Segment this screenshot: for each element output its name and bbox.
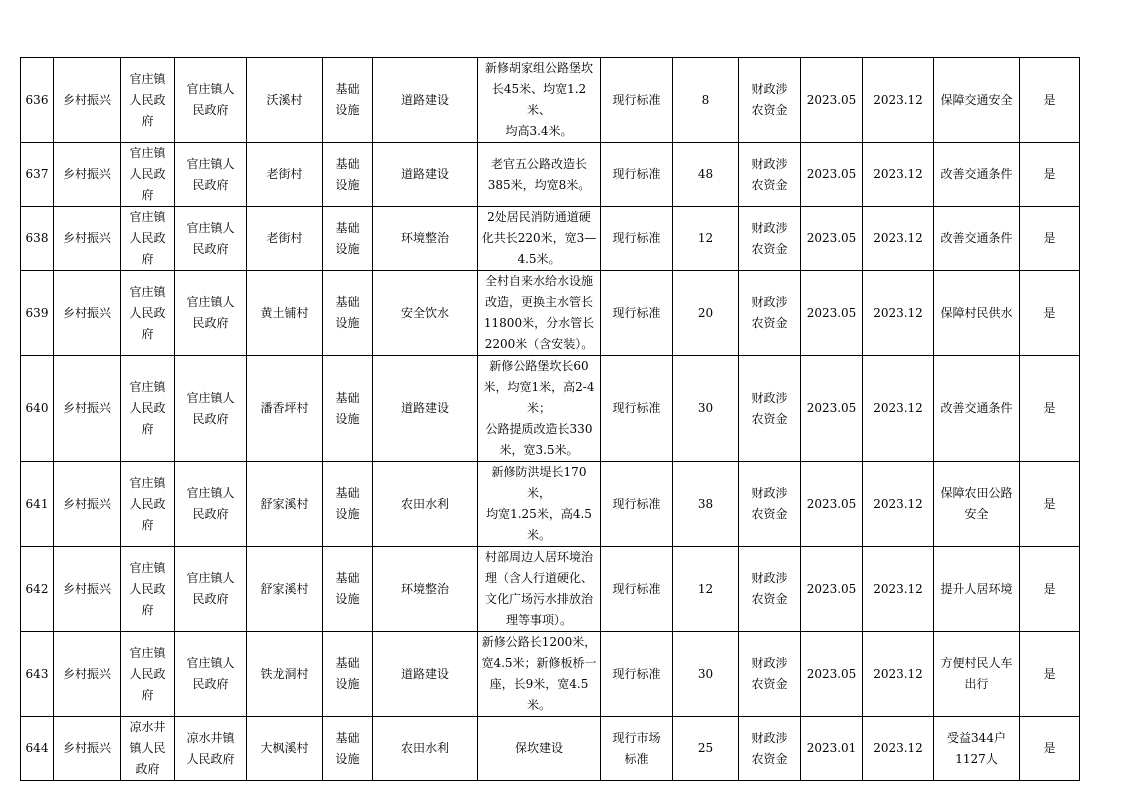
fund-source-line: 农资金 [751, 411, 788, 426]
construction-content-line: 2处居民消防通道硬 [487, 210, 591, 224]
responsible-unit-line: 官庄镇 [129, 560, 166, 575]
construction-content-line: 米，均宽1米，高2-4 [483, 380, 595, 394]
responsible-unit-cell [121, 462, 175, 547]
expected-benefit-line: 方便村民人车 [940, 656, 1013, 670]
project-type-line: 基础 [335, 656, 360, 670]
item-number-cell: 644 [21, 717, 54, 781]
table-body [21, 58, 1080, 781]
subsidy-standard-line: 现行标准 [612, 305, 661, 320]
fund-source-cell [739, 356, 801, 462]
fund-source-line: 农资金 [751, 177, 788, 192]
project-type-line: 设施 [335, 103, 360, 117]
table-row [21, 717, 1080, 781]
project-category-cell: 乡村振兴 [54, 632, 121, 717]
village-name-cell: 老街村 [247, 143, 323, 207]
village-name-cell: 老街村 [247, 207, 323, 271]
project-type-line: 基础 [335, 390, 360, 405]
responsible-unit-line: 政府 [135, 762, 160, 776]
implementing-department-line: 官庄镇人 [186, 486, 235, 500]
fund-amount-cell: 12 [673, 207, 739, 271]
responsible-unit-line: 府 [141, 422, 154, 436]
start-date-cell: 2023.05 [801, 632, 863, 717]
included-flag-cell: 是 [1020, 207, 1080, 271]
responsible-unit-cell [121, 58, 175, 143]
expected-benefit-line: 保障村民供水 [940, 305, 1013, 320]
project-type-line: 设施 [335, 751, 360, 766]
fund-source-cell [739, 462, 801, 547]
start-date-cell: 2023.01 [801, 717, 863, 781]
fund-source-line: 农资金 [751, 592, 788, 606]
fund-source-cell [739, 143, 801, 207]
fund-source-line: 农资金 [751, 677, 788, 691]
construction-content-line: 新修公路堡坎长60 [489, 359, 589, 373]
fund-source-line: 财政涉 [751, 82, 788, 96]
start-date-cell: 2023.05 [801, 356, 863, 462]
subsidy-standard-cell [601, 717, 673, 781]
fund-source-line: 财政涉 [751, 730, 788, 745]
project-type-line: 设施 [335, 507, 360, 521]
fund-amount-cell: 38 [673, 462, 739, 547]
construction-content-line: 公路提质改造长330 [485, 422, 593, 436]
start-date-cell: 2023.05 [801, 143, 863, 207]
construction-content-line: 理（含人行道硬化、 [484, 571, 593, 585]
construction-content-cell [478, 462, 601, 547]
end-date-cell: 2023.12 [863, 58, 934, 143]
project-category-cell: 乡村振兴 [54, 462, 121, 547]
fund-source-line: 农资金 [751, 507, 788, 521]
responsible-unit-cell [121, 632, 175, 717]
project-category-cell: 乡村振兴 [54, 547, 121, 632]
end-date-cell: 2023.12 [863, 462, 934, 547]
construction-content-line: 改造，更换主水管长 [484, 295, 593, 309]
fund-source-cell [739, 717, 801, 781]
fund-amount-cell: 20 [673, 271, 739, 356]
construction-content-line: 宽4.5米；新修板桥一 [481, 656, 597, 670]
implementing-department-line: 人民政府 [186, 751, 235, 766]
project-type-line: 设施 [335, 677, 360, 691]
responsible-unit-line: 官庄镇 [129, 146, 166, 160]
table-row [21, 547, 1080, 632]
end-date-cell: 2023.12 [863, 632, 934, 717]
construction-content-line: 新修胡家组公路堡坎 [484, 61, 593, 75]
implementing-department-cell [175, 356, 247, 462]
subsidy-standard-line: 现行标准 [612, 401, 661, 415]
fund-source-cell [739, 547, 801, 632]
village-name-cell: 舒家溪村 [247, 462, 323, 547]
project-type-cell [323, 356, 373, 462]
responsible-unit-line: 官庄镇 [129, 284, 166, 299]
fund-source-line: 财政涉 [751, 220, 788, 235]
construction-content-line: 长45米、均宽1.2米、 [491, 82, 587, 117]
start-date-cell: 2023.05 [801, 547, 863, 632]
construction-content-line: 新修公路长1200米， [481, 635, 597, 649]
expected-benefit-cell [934, 717, 1020, 781]
item-number-cell: 642 [21, 547, 54, 632]
implementing-department-cell [175, 207, 247, 271]
item-number-cell: 640 [21, 356, 54, 462]
implementing-department-line: 民政府 [192, 677, 229, 691]
item-number-cell: 636 [21, 58, 54, 143]
implementing-department-line: 官庄镇人 [186, 656, 235, 670]
construction-content-cell [478, 58, 601, 143]
project-type-line: 基础 [335, 295, 360, 309]
implementing-department-line: 官庄镇人 [186, 220, 235, 235]
responsible-unit-line: 人民政 [129, 496, 166, 511]
project-category-cell: 乡村振兴 [54, 271, 121, 356]
responsible-unit-line: 府 [141, 326, 154, 341]
expected-benefit-cell [934, 462, 1020, 547]
subsidy-standard-cell [601, 143, 673, 207]
included-flag-cell: 是 [1020, 547, 1080, 632]
fund-amount-cell: 12 [673, 547, 739, 632]
end-date-cell: 2023.12 [863, 356, 934, 462]
project-category-cell: 乡村振兴 [54, 717, 121, 781]
subsidy-standard-cell [601, 547, 673, 632]
fund-source-cell [739, 271, 801, 356]
project-type-line: 基础 [335, 220, 360, 235]
end-date-cell: 2023.12 [863, 143, 934, 207]
project-type-cell [323, 462, 373, 547]
project-subtype-cell: 环境整治 [373, 547, 478, 632]
expected-benefit-cell [934, 58, 1020, 143]
construction-content-line: 米； [526, 401, 551, 415]
end-date-cell: 2023.12 [863, 271, 934, 356]
item-number-cell: 639 [21, 271, 54, 356]
implementing-department-cell [175, 717, 247, 781]
construction-content-line: 新修防洪堤长170米， [491, 465, 587, 500]
expected-benefit-line: 改善交通条件 [940, 167, 1013, 181]
responsible-unit-line: 镇人民 [129, 741, 166, 755]
responsible-unit-cell [121, 207, 175, 271]
construction-content-line: 米，宽3.5米。 [499, 443, 579, 457]
project-type-line: 基础 [335, 486, 360, 500]
included-flag-cell: 是 [1020, 356, 1080, 462]
project-type-line: 基础 [335, 82, 360, 96]
responsible-unit-line: 人民政 [129, 666, 166, 681]
responsible-unit-line: 人民政 [129, 167, 166, 181]
included-flag-cell: 是 [1020, 58, 1080, 143]
project-type-cell [323, 717, 373, 781]
construction-content-line: 11800米，分水管长 [483, 316, 595, 330]
fund-source-line: 财政涉 [751, 295, 788, 309]
responsible-unit-line: 府 [141, 113, 154, 128]
start-date-cell: 2023.05 [801, 58, 863, 143]
item-number-cell: 637 [21, 143, 54, 207]
construction-content-cell [478, 632, 601, 717]
fund-source-cell [739, 207, 801, 271]
responsible-unit-line: 人民政 [129, 305, 166, 320]
construction-content-line: 老官五公路改造长 [490, 156, 587, 171]
expected-benefit-cell [934, 632, 1020, 717]
start-date-cell: 2023.05 [801, 271, 863, 356]
responsible-unit-cell [121, 143, 175, 207]
fund-amount-cell: 30 [673, 632, 739, 717]
expected-benefit-line: 改善交通条件 [940, 401, 1013, 415]
responsible-unit-line: 府 [141, 252, 154, 266]
subsidy-standard-line: 现行标准 [612, 92, 661, 107]
implementing-department-line: 官庄镇人 [186, 295, 235, 309]
subsidy-standard-cell [601, 462, 673, 547]
construction-content-cell [478, 717, 601, 781]
start-date-cell: 2023.05 [801, 462, 863, 547]
village-name-cell: 舒家溪村 [247, 547, 323, 632]
project-category-cell: 乡村振兴 [54, 143, 121, 207]
expected-benefit-line: 改善交通条件 [940, 231, 1013, 245]
item-number-cell: 638 [21, 207, 54, 271]
subsidy-standard-line: 现行市场 [612, 730, 661, 745]
construction-content-line: 化共长220米，宽3— [481, 231, 597, 245]
implementing-department-line: 民政府 [192, 507, 229, 521]
responsible-unit-line: 府 [141, 517, 154, 532]
item-number-cell: 641 [21, 462, 54, 547]
implementing-department-line: 民政府 [192, 241, 229, 256]
table-row [21, 271, 1080, 356]
included-flag-cell: 是 [1020, 143, 1080, 207]
responsible-unit-cell [121, 271, 175, 356]
village-name-cell: 潘香坪村 [247, 356, 323, 462]
responsible-unit-line: 府 [141, 188, 154, 202]
project-subtype-cell: 农田水利 [373, 462, 478, 547]
project-subtype-cell: 道路建设 [373, 356, 478, 462]
implementing-department-line: 官庄镇人 [186, 156, 235, 171]
project-type-line: 设施 [335, 411, 360, 426]
fund-source-line: 财政涉 [751, 656, 788, 670]
construction-content-line: 全村自来水给水设施 [484, 274, 593, 288]
fund-amount-cell: 8 [673, 58, 739, 143]
fund-source-line: 财政涉 [751, 390, 788, 405]
subsidy-standard-line: 现行标准 [612, 167, 661, 181]
expected-benefit-line: 保障农田公路 [940, 486, 1013, 500]
project-type-line: 设施 [335, 592, 360, 606]
fund-source-line: 财政涉 [751, 571, 788, 585]
fund-source-line: 农资金 [751, 316, 788, 330]
expected-benefit-cell [934, 271, 1020, 356]
construction-content-cell [478, 356, 601, 462]
included-flag-cell: 是 [1020, 462, 1080, 547]
expected-benefit-cell [934, 547, 1020, 632]
expected-benefit-line: 1127人 [955, 751, 998, 766]
table-row [21, 143, 1080, 207]
table-row [21, 207, 1080, 271]
implementing-department-line: 民政府 [192, 411, 229, 426]
item-number-cell: 643 [21, 632, 54, 717]
table-row [21, 356, 1080, 462]
table-row [21, 462, 1080, 547]
included-flag-cell: 是 [1020, 717, 1080, 781]
fund-source-cell [739, 632, 801, 717]
construction-content-line: 座，长9米，宽4.5米。 [489, 677, 589, 712]
implementing-department-cell [175, 143, 247, 207]
project-type-cell [323, 632, 373, 717]
end-date-cell: 2023.12 [863, 717, 934, 781]
subsidy-standard-cell [601, 207, 673, 271]
responsible-unit-line: 府 [141, 602, 154, 617]
project-type-cell [323, 547, 373, 632]
responsible-unit-line: 人民政 [129, 581, 166, 596]
implementing-department-cell [175, 632, 247, 717]
construction-content-line: 村部周边人居环境治 [484, 550, 593, 564]
responsible-unit-line: 官庄镇 [129, 475, 166, 490]
project-type-line: 基础 [335, 730, 360, 745]
expected-benefit-line: 保障交通安全 [940, 92, 1013, 107]
project-subtype-cell: 安全饮水 [373, 271, 478, 356]
expected-benefit-line: 出行 [964, 677, 989, 691]
construction-content-line: 2200米（含安装）。 [484, 337, 594, 351]
project-type-cell [323, 207, 373, 271]
included-flag-cell: 是 [1020, 632, 1080, 717]
responsible-unit-cell [121, 547, 175, 632]
expected-benefit-line: 受益344户 [947, 730, 1006, 745]
implementing-department-line: 官庄镇人 [186, 82, 235, 96]
end-date-cell: 2023.12 [863, 207, 934, 271]
responsible-unit-line: 凉水井 [129, 720, 166, 734]
implementing-department-line: 官庄镇人 [186, 571, 235, 585]
responsible-unit-line: 人民政 [129, 92, 166, 107]
expected-benefit-cell [934, 143, 1020, 207]
subsidy-standard-cell [601, 356, 673, 462]
implementing-department-cell [175, 462, 247, 547]
expected-benefit-line: 安全 [964, 507, 989, 521]
project-type-cell [323, 271, 373, 356]
construction-content-line: 保坎建设 [514, 741, 563, 755]
construction-content-line: 均高3.4米。 [505, 124, 573, 138]
fund-source-cell [739, 58, 801, 143]
subsidy-standard-line: 现行标准 [612, 666, 661, 681]
implementing-department-line: 民政府 [192, 103, 229, 117]
fund-source-line: 财政涉 [751, 156, 788, 171]
fund-amount-cell: 25 [673, 717, 739, 781]
construction-content-line: 385米，均宽8米。 [487, 177, 591, 192]
project-subtype-cell: 道路建设 [373, 58, 478, 143]
fund-source-line: 农资金 [751, 751, 788, 766]
construction-content-line: 理等事项）。 [505, 613, 572, 627]
responsible-unit-line: 府 [141, 687, 154, 702]
project-type-line: 设施 [335, 316, 360, 330]
end-date-cell: 2023.12 [863, 547, 934, 632]
project-table [20, 57, 1080, 781]
responsible-unit-line: 人民政 [129, 231, 166, 245]
implementing-department-cell [175, 547, 247, 632]
responsible-unit-line: 人民政 [129, 401, 166, 415]
fund-source-line: 农资金 [751, 103, 788, 117]
project-type-line: 基础 [335, 571, 360, 585]
construction-content-line: 文化广场污水排放治 [484, 592, 593, 606]
responsible-unit-line: 官庄镇 [129, 380, 166, 394]
construction-content-cell [478, 143, 601, 207]
construction-content-line: 米。 [526, 528, 551, 542]
included-flag-cell: 是 [1020, 271, 1080, 356]
implementing-department-line: 官庄镇人 [186, 390, 235, 405]
subsidy-standard-cell [601, 632, 673, 717]
responsible-unit-line: 官庄镇 [129, 645, 166, 660]
subsidy-standard-line: 现行标准 [612, 496, 661, 511]
subsidy-standard-cell [601, 271, 673, 356]
fund-source-line: 农资金 [751, 241, 788, 256]
responsible-unit-line: 官庄镇 [129, 210, 166, 224]
project-category-cell: 乡村振兴 [54, 58, 121, 143]
implementing-department-cell [175, 58, 247, 143]
subsidy-standard-line: 现行标准 [612, 231, 661, 245]
implementing-department-line: 民政府 [192, 177, 229, 192]
project-category-cell: 乡村振兴 [54, 207, 121, 271]
construction-content-cell [478, 547, 601, 632]
subsidy-standard-line: 标准 [624, 751, 649, 766]
project-type-line: 设施 [335, 177, 360, 192]
construction-content-cell [478, 207, 601, 271]
subsidy-standard-cell [601, 58, 673, 143]
fund-amount-cell: 30 [673, 356, 739, 462]
project-subtype-cell: 农田水利 [373, 717, 478, 781]
expected-benefit-line: 提升人居环境 [940, 581, 1013, 596]
table-row [21, 58, 1080, 143]
village-name-cell: 铁龙洞村 [247, 632, 323, 717]
village-name-cell: 大枫溪村 [247, 717, 323, 781]
fund-amount-cell: 48 [673, 143, 739, 207]
expected-benefit-cell [934, 356, 1020, 462]
implementing-department-line: 凉水井镇 [186, 730, 235, 745]
table-row [21, 632, 1080, 717]
responsible-unit-cell [121, 717, 175, 781]
project-type-line: 基础 [335, 156, 360, 171]
project-subtype-cell: 道路建设 [373, 632, 478, 717]
construction-content-line: 4.5米。 [517, 252, 561, 266]
village-name-cell: 黄土铺村 [247, 271, 323, 356]
subsidy-standard-line: 现行标准 [612, 581, 661, 596]
start-date-cell: 2023.05 [801, 207, 863, 271]
project-subtype-cell: 环境整治 [373, 207, 478, 271]
project-category-cell: 乡村振兴 [54, 356, 121, 462]
expected-benefit-cell [934, 207, 1020, 271]
implementing-department-cell [175, 271, 247, 356]
project-type-cell [323, 143, 373, 207]
village-name-cell: 沃溪村 [247, 58, 323, 143]
construction-content-cell [478, 271, 601, 356]
construction-content-line: 均宽1.25米，高4.5 [486, 507, 592, 521]
project-type-cell [323, 58, 373, 143]
responsible-unit-cell [121, 356, 175, 462]
responsible-unit-line: 官庄镇 [129, 71, 166, 86]
project-type-line: 设施 [335, 241, 360, 256]
project-subtype-cell: 道路建设 [373, 143, 478, 207]
implementing-department-line: 民政府 [192, 316, 229, 330]
implementing-department-line: 民政府 [192, 592, 229, 606]
fund-source-line: 财政涉 [751, 486, 788, 500]
